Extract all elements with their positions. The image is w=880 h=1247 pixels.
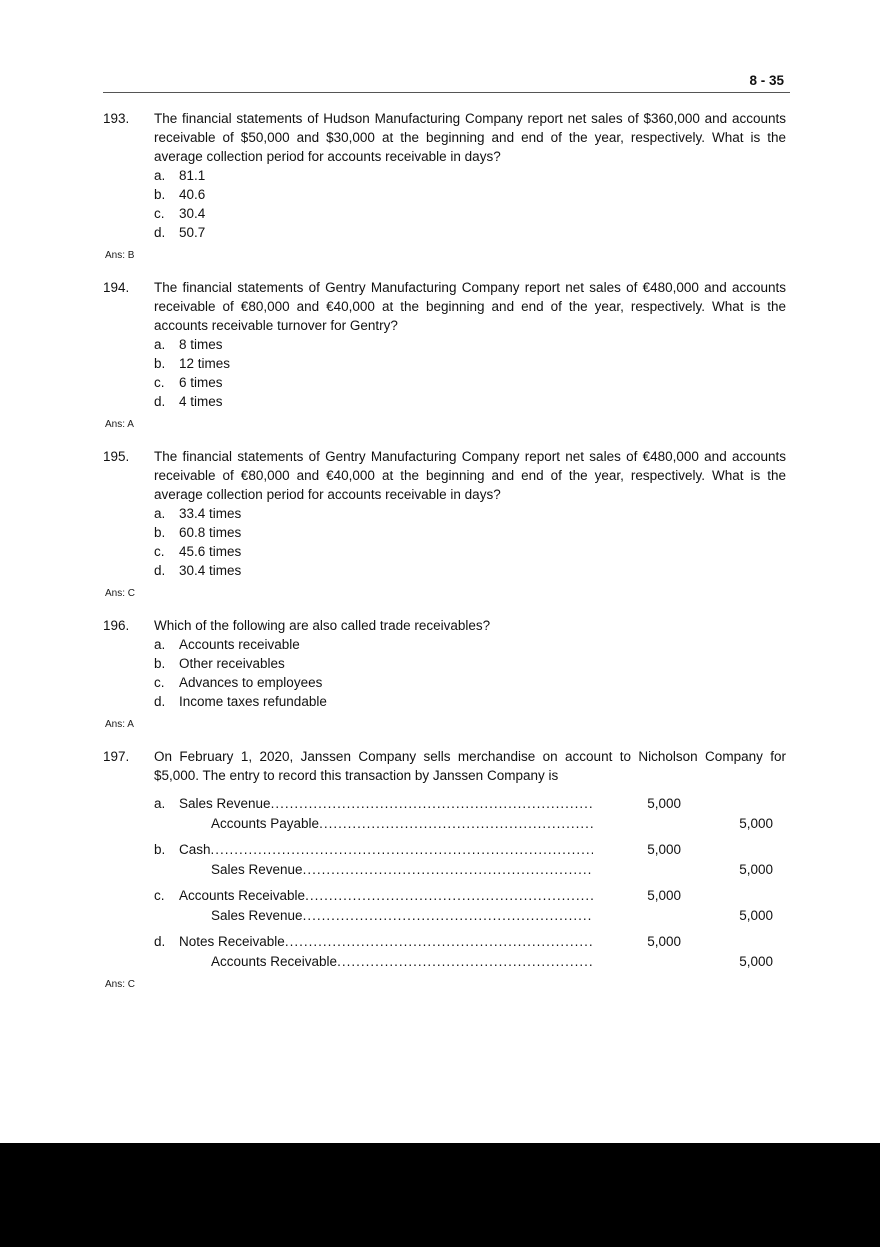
journal-entry-d: [154, 932, 786, 971]
question-193: [103, 109, 786, 242]
credit-account: Sales Revenue: [211, 907, 303, 923]
option-letter: b.: [154, 525, 166, 540]
question-text: The financial statements of Hudson Manufacturing Company report net sales of $360,000 and accounts receivable of $50,000 and $30,000 at the beginning and end of the year, respectively. What is the average collection period for accounts receivable in days?: [154, 111, 786, 164]
option-letter: d.: [154, 563, 166, 578]
option-letter: b.: [154, 656, 166, 671]
debit-amount: 5,000: [647, 888, 681, 903]
option-c: [154, 373, 786, 392]
question-body: [154, 447, 786, 580]
debit-row: [154, 794, 786, 814]
credit-account: Accounts Payable: [211, 815, 320, 831]
option-letter: d.: [154, 934, 166, 949]
debit-row: [154, 886, 786, 906]
page-header: [103, 72, 786, 89]
option-b: [154, 354, 786, 373]
dot-leader: [271, 794, 593, 814]
option-b: [154, 523, 786, 542]
option-text: 45.6 times: [179, 544, 242, 559]
dot-leader: [303, 860, 593, 880]
option-a: [154, 166, 786, 185]
question-196: [103, 616, 786, 711]
answer-label: Ans: A: [105, 719, 134, 730]
answer-label: Ans: B: [105, 250, 135, 261]
option-letter: c.: [154, 544, 165, 559]
option-text: 8 times: [179, 337, 223, 352]
dot-leader: [305, 886, 593, 906]
debit-account: Notes Receivable: [179, 934, 285, 949]
journal-entry-a: [154, 794, 786, 833]
option-letter: c.: [154, 375, 165, 390]
credit-amount-empty: [681, 840, 773, 860]
debit-amount: 5,000: [647, 934, 681, 949]
option-text: 33.4 times: [179, 506, 242, 521]
debit-row: [154, 840, 786, 860]
debit-amount-empty: [593, 952, 681, 972]
option-letter: a.: [154, 506, 166, 521]
option-text: Other receivables: [179, 656, 285, 671]
option-letter: a.: [154, 337, 166, 352]
option-text: 60.8 times: [179, 525, 242, 540]
credit-amount-empty: [681, 794, 773, 814]
option-letter: b.: [154, 842, 166, 857]
options-list: [154, 635, 786, 711]
option-letter: b.: [154, 187, 166, 202]
option-text: 30.4 times: [179, 563, 242, 578]
options-list: [154, 335, 786, 411]
debit-amount-empty: [593, 906, 681, 926]
debit-amount: 5,000: [647, 842, 681, 857]
option-letter-empty: [154, 906, 179, 926]
credit-row: [154, 814, 786, 834]
debit-account: Cash: [179, 842, 211, 857]
debit-account: Sales Revenue: [179, 796, 271, 811]
option-text: 6 times: [179, 375, 223, 390]
option-letter: c.: [154, 888, 165, 903]
journal-entries: [154, 794, 786, 971]
question-number: 197.: [103, 749, 130, 764]
dot-leader: [319, 814, 593, 834]
option-d: [154, 392, 786, 411]
options-list: [154, 504, 786, 580]
credit-amount-empty: [681, 886, 773, 906]
question-text: The financial statements of Gentry Manufacturing Company report net sales of €480,000 and accounts receivable of €80,000 and €40,000 at the beginning and end of the year, respectively. What is the average collection period for accounts receivable in days?: [154, 449, 786, 502]
dot-leader: [285, 932, 593, 952]
credit-account: Accounts Receivable: [211, 953, 338, 969]
option-c: [154, 673, 786, 692]
option-c: [154, 204, 786, 223]
option-text: Advances to employees: [179, 675, 323, 690]
option-text: 50.7: [179, 225, 206, 240]
option-text: 40.6: [179, 187, 206, 202]
credit-row: [154, 906, 786, 926]
credit-account: Sales Revenue: [211, 861, 303, 877]
credit-amount: 5,000: [739, 953, 773, 969]
option-text: 30.4: [179, 206, 206, 221]
question-body: [154, 747, 786, 971]
answer-label: Ans: A: [105, 419, 134, 430]
credit-amount: 5,000: [739, 861, 773, 877]
question-195: [103, 447, 786, 580]
option-letter: a.: [154, 637, 166, 652]
option-text: 12 times: [179, 356, 231, 371]
question-number: 193.: [103, 111, 130, 126]
dot-leader: [211, 840, 593, 860]
option-text: Income taxes refundable: [179, 694, 327, 709]
option-letter: d.: [154, 694, 166, 709]
option-b: [154, 185, 786, 204]
header-rule: [103, 92, 790, 93]
option-letter-empty: [154, 952, 179, 972]
question-number: 195.: [103, 449, 130, 464]
question-194: [103, 278, 786, 411]
option-text: Accounts receivable: [179, 637, 300, 652]
option-text: 4 times: [179, 394, 223, 409]
dot-leader: [337, 952, 593, 972]
debit-amount-empty: [593, 860, 681, 880]
option-letter: b.: [154, 356, 166, 371]
option-a: [154, 504, 786, 523]
question-body: [154, 278, 786, 411]
journal-entry-c: [154, 886, 786, 925]
debit-account: Accounts Receivable: [179, 888, 306, 903]
question-text: The financial statements of Gentry Manufacturing Company report net sales of €480,000 and accounts receivable of €80,000 and €40,000 at the beginning and end of the year, respectively. What is the accounts receivable turnover for Gentry?: [154, 280, 786, 333]
option-d: [154, 223, 786, 242]
credit-row: [154, 860, 786, 880]
page-number: 8 - 35: [749, 73, 784, 88]
option-letter: c.: [154, 675, 165, 690]
credit-amount-empty: [681, 932, 773, 952]
option-letter: c.: [154, 206, 165, 221]
question-number: 196.: [103, 618, 130, 633]
option-a: [154, 635, 786, 654]
option-letter: d.: [154, 225, 166, 240]
credit-amount: 5,000: [739, 907, 773, 923]
question-197: [103, 747, 786, 971]
option-letter-empty: [154, 860, 179, 880]
question-text: Which of the following are also called trade receivables?: [154, 618, 491, 633]
credit-row: [154, 952, 786, 972]
option-letter: d.: [154, 394, 166, 409]
option-letter: a.: [154, 168, 166, 183]
option-letter-empty: [154, 814, 179, 834]
option-letter: a.: [154, 796, 166, 811]
scan-black-bar: [0, 1143, 880, 1247]
question-body: [154, 109, 786, 242]
option-c: [154, 542, 786, 561]
options-list: [154, 166, 786, 242]
dot-leader: [303, 906, 593, 926]
option-b: [154, 654, 786, 673]
credit-amount: 5,000: [739, 815, 773, 831]
question-number: 194.: [103, 280, 130, 295]
debit-amount: 5,000: [647, 796, 681, 811]
option-text: 81.1: [179, 168, 206, 183]
option-a: [154, 335, 786, 354]
option-d: [154, 692, 786, 711]
question-body: [154, 616, 786, 711]
debit-row: [154, 932, 786, 952]
journal-entry-b: [154, 840, 786, 879]
debit-amount-empty: [593, 814, 681, 834]
answer-label: Ans: C: [105, 979, 136, 990]
answer-label: Ans: C: [105, 588, 136, 599]
question-text: On February 1, 2020, Janssen Company sells merchandise on account to Nicholson Company for $5,000. The entry to record this transaction by Janssen Company is: [154, 749, 786, 783]
option-d: [154, 561, 786, 580]
